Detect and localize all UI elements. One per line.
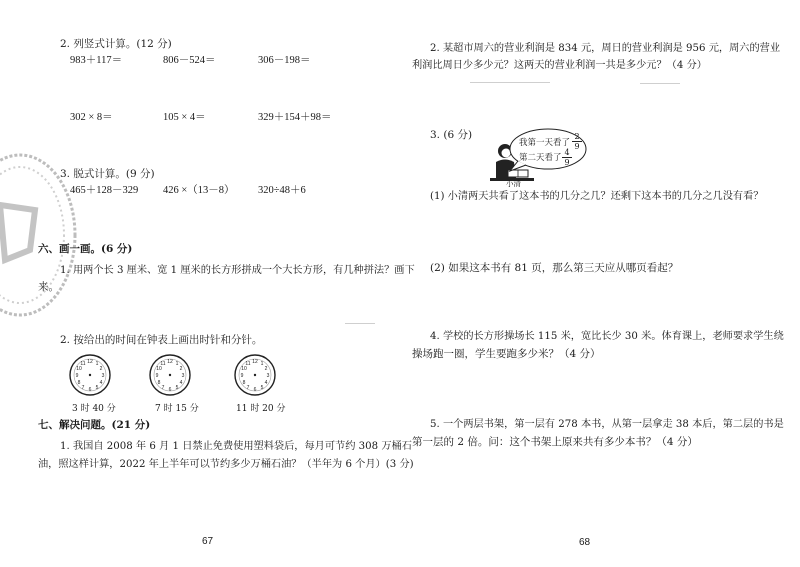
svg-text:11: 11 [245,361,251,367]
svg-text:5: 5 [260,385,264,391]
calc-item: 306－198＝ [258,55,311,66]
svg-text:5: 5 [175,385,179,391]
right-q3-part2: (2) 如果这本书有 81 页，那么第三天应从哪页看起？ [430,262,679,274]
calc-item: 105 × 4＝ [163,112,206,123]
calc-item: 983＋117＝ [70,55,123,66]
svg-text:4: 4 [264,380,268,386]
clock-face-icon[interactable] [148,353,192,397]
svg-text:10: 10 [76,366,82,372]
section-six-title: 六、画一画。(6 分) [38,243,133,255]
page-number-right: 68 [579,537,591,548]
right-q2-cont: 利润比周日少多少元？这两天的营业利润一共是多少元？（4 分） [412,60,707,71]
svg-text:9: 9 [240,373,244,379]
svg-text:11: 11 [80,361,86,367]
right-q4-cont: 操场跑一圈，学生要跑多少米？（4 分） [412,348,601,360]
character-name: 小清 [506,179,521,188]
svg-text:6: 6 [168,387,172,393]
svg-text:6: 6 [253,387,257,393]
svg-text:3: 3 [181,373,185,379]
section-six-q2: 2. 按给出的时间在钟表上画出时针和分针。 [60,334,263,346]
svg-text:12: 12 [252,359,258,365]
right-q3-title: 3. (6 分) [430,129,473,141]
clock-face-icon[interactable] [233,353,277,397]
svg-text:7: 7 [161,385,165,391]
clock-label: 11 时 20 分 [236,404,286,414]
faint-scan-line [640,83,680,84]
calc-item: 320÷48＋6 [258,185,306,196]
svg-text:5: 5 [95,385,99,391]
fraction-numerator: 4 [564,148,570,157]
svg-text:12: 12 [167,359,173,365]
section-seven-q1-cont: 油，照这样计算，2022 年上半年可以节约多少万桶石油？（半年为 6 个月）(3 分) [38,459,414,470]
svg-text:3: 3 [266,373,270,379]
svg-text:1: 1 [95,361,99,367]
fraction-numerator: 2 [574,132,580,141]
svg-text:4: 4 [99,380,103,386]
calc-item: 426 ×（13－8） [163,185,235,196]
faint-scan-line [345,323,375,324]
svg-text:3: 3 [101,373,105,379]
svg-text:6: 6 [88,387,92,393]
calc-item: 806－524＝ [163,55,216,66]
section-seven-title: 七、解决问题。(21 分) [38,419,151,431]
clock-label: 3 时 40 分 [72,404,116,414]
left-q2-title: 2. 列竖式计算。(12 分) [60,38,172,50]
right-q5: 5. 一个两层书架，第一层有 278 本书，从第一层拿走 38 本后，第二层的书是 [430,419,784,430]
bubble-line-1: 我第一天看了 [519,138,571,148]
section-six-q1: 1. 用两个长 3 厘米、宽 1 厘米的长方形拼成一个大长方形，有几种拼法？画下 [60,265,415,276]
bubble-line-2: 第二天看了 [519,153,562,163]
calc-item: 329＋154＋98＝ [258,112,332,123]
svg-text:7: 7 [246,385,250,391]
svg-text:2: 2 [99,366,103,372]
svg-text:8: 8 [242,380,246,386]
svg-text:1: 1 [175,361,179,367]
svg-text:8: 8 [77,380,81,386]
clock-label: 7 时 15 分 [155,404,199,414]
fraction-two-ninths [572,132,582,151]
fraction-denominator: 9 [562,157,572,167]
calc-item: 465＋128－329 [70,185,139,196]
fraction-denominator: 9 [572,141,582,151]
svg-text:12: 12 [87,359,93,365]
section-seven-q1: 1. 我国自 2008 年 6 月 1 日禁止免费使用塑料袋后，每月可节约 308 万桶石 [60,441,412,452]
svg-text:11: 11 [160,361,166,367]
left-q3-title: 3. 脱式计算。(9 分) [60,168,155,180]
svg-text:8: 8 [157,380,161,386]
svg-text:10: 10 [156,366,162,372]
svg-text:1: 1 [260,361,264,367]
right-q3-part1: (1) 小清两天共看了这本书的几分之几？还剩下这本书的几分之几没有看？ [430,191,764,202]
calc-item: 302 × 8＝ [70,112,113,123]
right-q2: 2. 某超市周六的营业利润是 834 元，周日的营业利润是 956 元，周六的营业 [430,43,781,54]
svg-text:2: 2 [264,366,268,372]
section-six-q1-cont: 来。 [38,281,59,293]
right-q4: 4. 学校的长方形操场长 115 米，宽比长少 30 米。体育课上，老师要求学生绕 [430,331,784,342]
page-number-left: 67 [202,536,214,547]
right-q5-cont: 第一层的 2 倍。问：这个书架上原来共有多少本书？（4 分） [412,436,698,448]
svg-text:9: 9 [155,373,159,379]
faint-scan-line [470,82,550,83]
svg-text:2: 2 [179,366,183,372]
svg-text:9: 9 [75,373,79,379]
svg-text:7: 7 [81,385,85,391]
fraction-four-ninths [562,148,572,167]
clock-face-icon[interactable] [68,353,112,397]
svg-text:10: 10 [241,366,247,372]
svg-text:4: 4 [179,380,183,386]
